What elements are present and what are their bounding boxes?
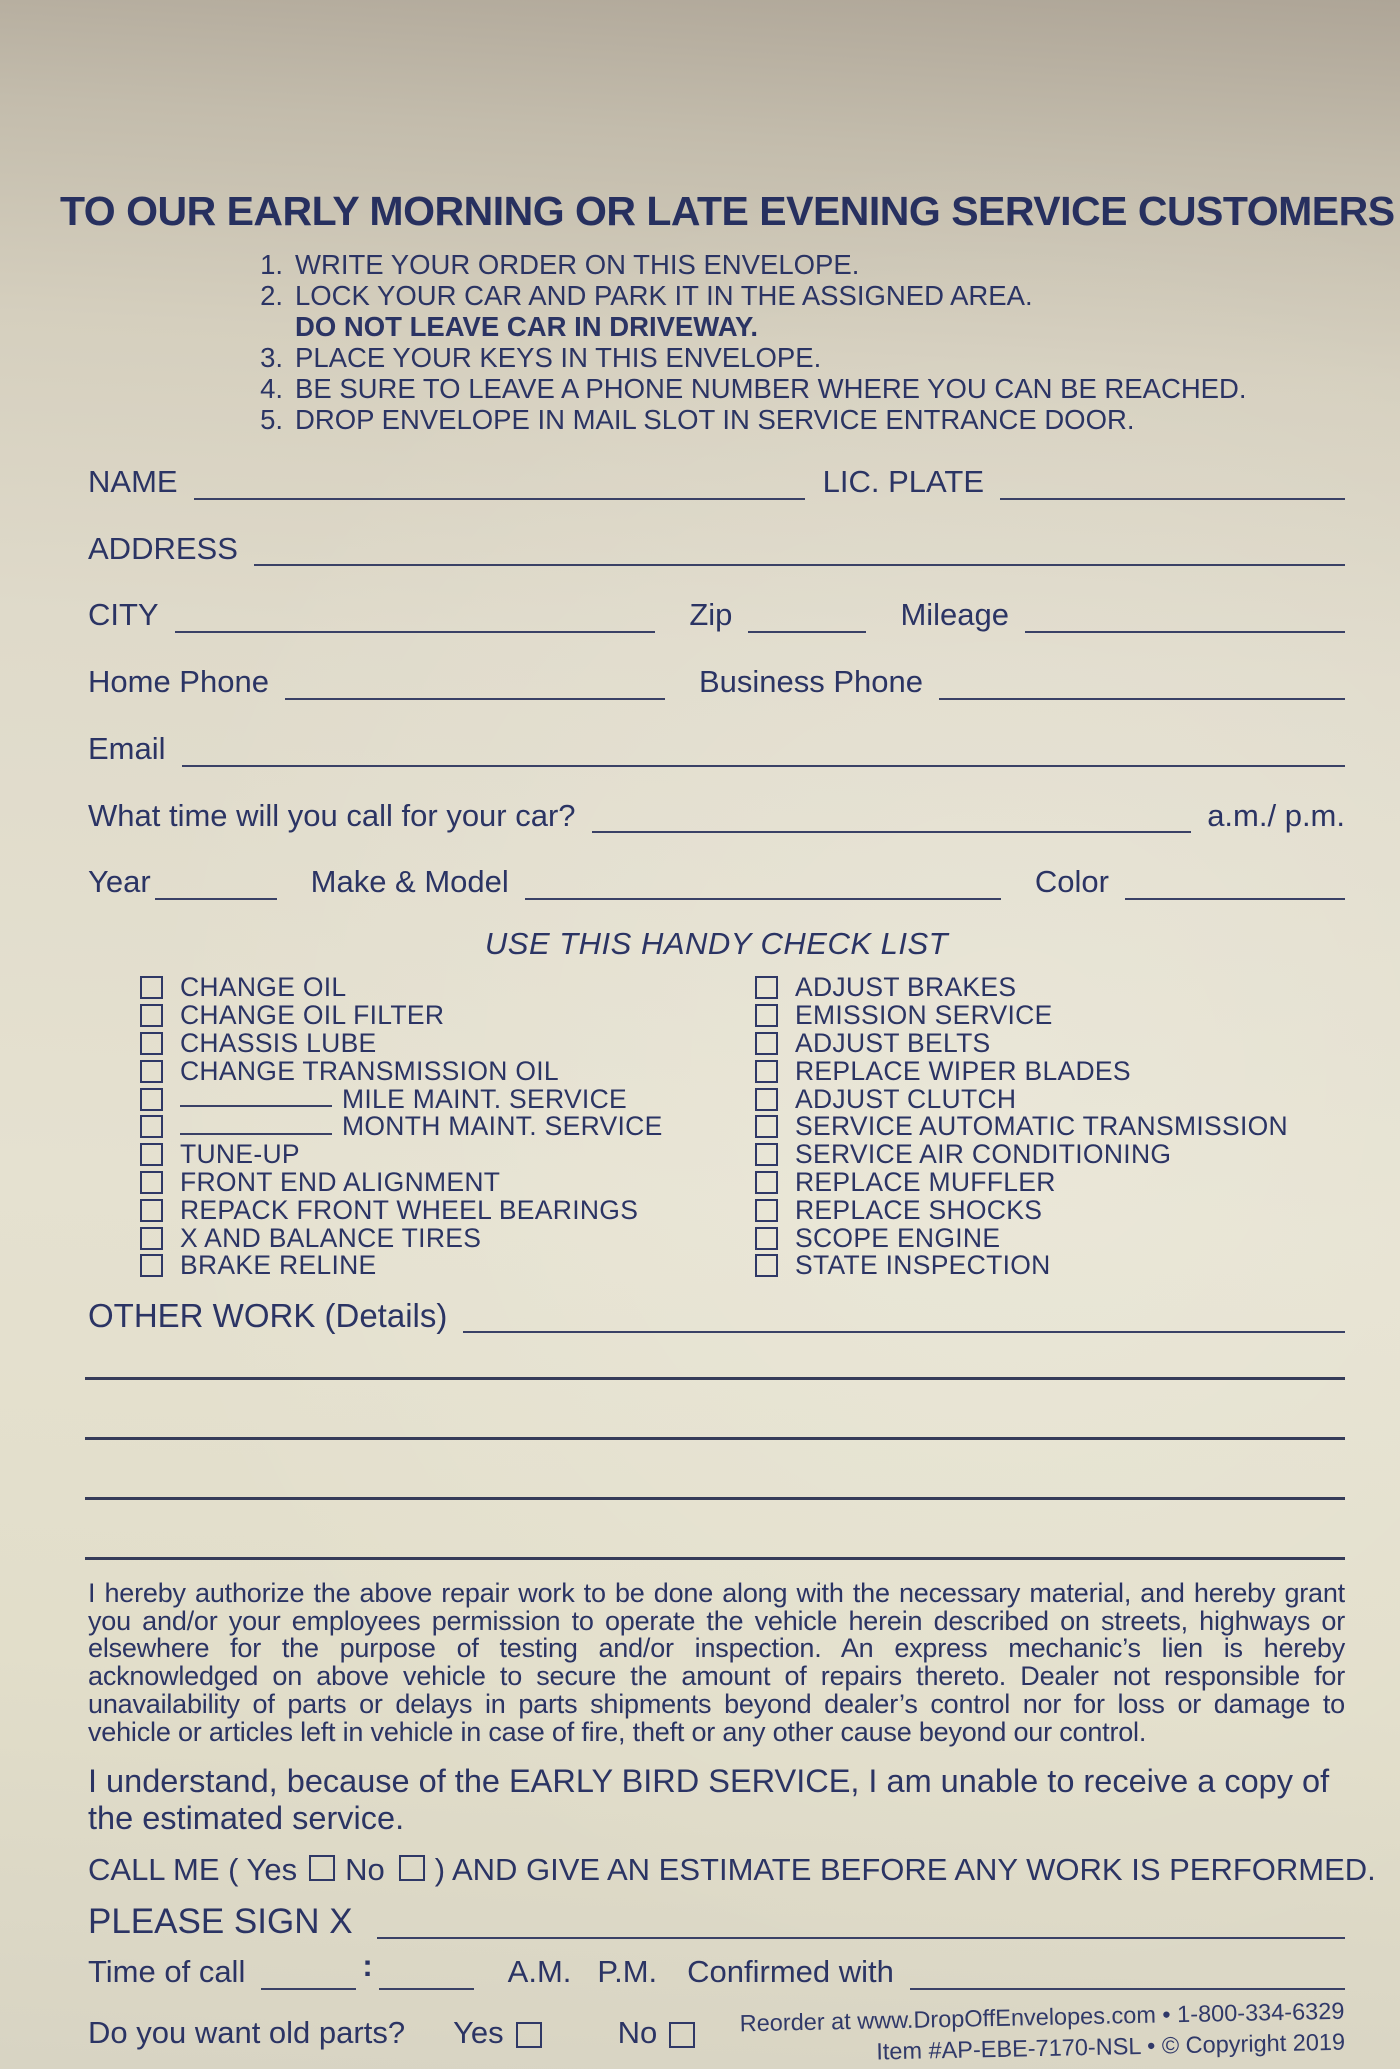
checklist-item: [140, 1196, 705, 1224]
task-checkbox[interactable]: [140, 1032, 163, 1055]
task-checkbox[interactable]: [755, 1227, 778, 1250]
year-field-line[interactable]: [155, 890, 277, 900]
writing-line[interactable]: [85, 1557, 1345, 1560]
task-label: EMISSION SERVICE: [795, 1000, 1053, 1031]
task-label: CHANGE TRANSMISSION OIL: [180, 1055, 559, 1086]
business-phone-field-line[interactable]: [939, 690, 1345, 700]
instruction-number: 3.: [260, 342, 283, 373]
task-checkbox[interactable]: [140, 1004, 163, 1027]
task-label: CHASSIS LUBE: [180, 1028, 377, 1059]
checklist-item: [755, 1196, 1345, 1224]
task-label: REPLACE SHOCKS: [795, 1194, 1043, 1225]
vehicle-row: [88, 865, 1345, 900]
pm-label: P.M.: [597, 1954, 658, 1990]
task-label: TUNE-UP: [180, 1139, 300, 1170]
instruction-text: BE SURE TO LEAVE A PHONE NUMBER WHERE YOU CAN BE REACHED.: [295, 373, 1247, 404]
task-checkbox[interactable]: [140, 1115, 163, 1138]
city-field-line[interactable]: [175, 623, 656, 633]
task-checkbox[interactable]: [755, 1115, 778, 1138]
authorization-paragraph: I hereby authorize the above repair work to be done along with the necessary material, and hereby grant you and/or your employees permission to operate the vehicle herein described on streets, highways or elsewhere for the purpose of testing and/or inspection. An express mechanic’s lien is hereby acknowledged on above vehicle to secure the amount of repairs thereto. Dealer not responsible for unavailability of parts or delays in parts shipments beyond dealer’s control nor for loss or damage to vehicle or articles left in vehicle in case of fire, theft or any other cause beyond our control.: [88, 1577, 1345, 1747]
task-checkbox[interactable]: [755, 1088, 778, 1111]
task-label: ADJUST BRAKES: [795, 972, 1017, 1003]
checklist-item: [140, 1169, 705, 1197]
instruction-item: [243, 280, 1345, 311]
signature-row: [88, 1902, 1345, 1941]
mileage-label: Mileage: [900, 597, 1009, 633]
call-me-no-checkbox[interactable]: [399, 1855, 425, 1881]
task-label: FRONT END ALIGNMENT: [180, 1167, 501, 1198]
checklist-right-column: [705, 974, 1345, 1280]
task-checkbox[interactable]: [755, 976, 778, 999]
understanding-statement: I understand, because of the EARLY BIRD SERVICE, I am unable to receive a copy of the estimated service.: [88, 1762, 1330, 1836]
phones-row: [88, 665, 1345, 700]
task-checkbox[interactable]: [140, 1143, 163, 1166]
task-checkbox[interactable]: [755, 1143, 778, 1166]
call-me-prefix: CALL ME ( Yes: [88, 1852, 298, 1888]
time-of-call-label: Time of call: [88, 1954, 246, 1990]
zip-label: Zip: [689, 597, 733, 633]
color-field-line[interactable]: [1125, 890, 1345, 900]
mileage-field-line[interactable]: [1025, 623, 1345, 633]
mile-count-field-line[interactable]: [180, 1091, 332, 1107]
checklist-item: [755, 1224, 1345, 1252]
time-colon: :: [362, 1948, 373, 1984]
am-pm-label: a.m./ p.m.: [1207, 797, 1345, 833]
name-label: NAME: [88, 464, 178, 499]
checklist-item: [755, 1030, 1345, 1058]
address-label: ADDRESS: [88, 530, 238, 566]
checklist-item: [140, 1085, 705, 1113]
writing-line[interactable]: [85, 1497, 1345, 1500]
task-label: REPACK FRONT WHEEL BEARINGS: [180, 1194, 639, 1225]
home-phone-field-line[interactable]: [285, 690, 665, 700]
task-label: BRAKE RELINE: [180, 1250, 377, 1281]
checklist-heading: USE THIS HANDY CHECK LIST: [484, 926, 949, 962]
checklist-item: [755, 1169, 1345, 1197]
checklist-left-column: [88, 974, 705, 1280]
task-label: ADJUST BELTS: [795, 1028, 991, 1059]
make-model-label: Make & Model: [310, 864, 509, 900]
make-model-field-line[interactable]: [525, 890, 1001, 900]
business-phone-label: Business Phone: [698, 664, 923, 700]
name-row: [88, 465, 1345, 500]
checklist-item: [755, 1113, 1345, 1141]
checklist-item: [755, 1057, 1345, 1085]
confirmed-with-field-line[interactable]: [910, 1980, 1345, 1990]
checklist-item: [140, 1224, 705, 1252]
instruction-warning: DO NOT LEAVE CAR IN DRIVEWAY.: [295, 311, 758, 342]
zip-field-line[interactable]: [748, 623, 866, 633]
old-parts-no-checkbox[interactable]: [669, 2022, 695, 2048]
call-time-field-line[interactable]: [592, 823, 1192, 833]
task-checkbox[interactable]: [140, 1171, 163, 1194]
instruction-item: [243, 249, 1345, 280]
checklist-item: [755, 1141, 1345, 1169]
item-copyright-line: Item #AP-EBE-7170-NSL • © Copyright 2019: [876, 2028, 1346, 2065]
instruction-number: 4.: [260, 373, 283, 404]
task-checkbox[interactable]: [140, 1199, 163, 1222]
checklist-item: [140, 1030, 705, 1058]
instruction-list: [243, 249, 1345, 435]
call-me-yes-checkbox[interactable]: [309, 1855, 335, 1881]
signature-field-line[interactable]: [377, 1929, 1345, 1939]
writing-line[interactable]: [85, 1377, 1345, 1380]
am-label: A.M.: [507, 1954, 572, 1990]
instruction-text: LOCK YOUR CAR AND PARK IT IN THE ASSIGNED AREA.: [295, 280, 1033, 311]
task-checkbox[interactable]: [755, 1171, 778, 1194]
writing-line[interactable]: [85, 1437, 1345, 1440]
task-label: REPLACE WIPER BLADES: [795, 1055, 1131, 1086]
task-label: MONTH MAINT. SERVICE: [342, 1111, 663, 1142]
signature-label: PLEASE SIGN X: [88, 1902, 353, 1942]
task-label: MILE MAINT. SERVICE: [342, 1083, 627, 1114]
other-work-row: [88, 1298, 1345, 1335]
checklist-item: [755, 1002, 1345, 1030]
reorder-contact-line: Reorder at www.DropOffEnvelopes.com • 1-800-334-6329: [739, 1997, 1345, 2037]
old-parts-no-label: No: [617, 2015, 658, 2051]
checklist-item: [140, 1057, 705, 1085]
instruction-item: [243, 404, 1345, 435]
time-of-call-row: [88, 1948, 1345, 1990]
task-label: REPLACE MUFFLER: [795, 1167, 1056, 1198]
task-checkbox[interactable]: [140, 1227, 163, 1250]
call-me-suffix: ) AND GIVE AN ESTIMATE BEFORE ANY WORK IS PERFORMED.: [434, 1852, 1376, 1888]
task-label: STATE INSPECTION: [795, 1250, 1051, 1281]
old-parts-row: [88, 1997, 1346, 2065]
confirmed-with-label: Confirmed with: [687, 1954, 894, 1990]
instruction-number: 1.: [260, 249, 283, 280]
call-time-row: [88, 799, 1345, 834]
task-checkbox[interactable]: [755, 1032, 778, 1055]
task-checkbox[interactable]: [140, 976, 163, 999]
city-row: [88, 598, 1345, 633]
call-me-no-label: No: [345, 1852, 385, 1888]
task-checkbox[interactable]: [140, 1088, 163, 1111]
old-parts-question: Do you want old parts?: [88, 2015, 406, 2051]
month-count-field-line[interactable]: [180, 1119, 332, 1135]
task-label: SERVICE AUTOMATIC TRANSMISSION: [795, 1111, 1288, 1142]
city-label: CITY: [88, 597, 159, 633]
address-row: [88, 532, 1345, 567]
task-label: SCOPE ENGINE: [795, 1222, 1001, 1253]
instruction-item: [243, 373, 1345, 404]
task-label: CHANGE OIL: [180, 972, 347, 1003]
checklist: [88, 974, 1345, 1280]
call-me-row: [88, 1852, 1376, 1888]
color-label: Color: [1034, 864, 1109, 900]
task-label: CHANGE OIL FILTER: [180, 1000, 445, 1031]
instruction-number: 5.: [260, 404, 283, 435]
instruction-text: PLACE YOUR KEYS IN THIS ENVELOPE.: [295, 342, 822, 373]
email-row: [88, 732, 1345, 767]
time-minute-field-line[interactable]: [379, 1980, 474, 1990]
checklist-item: [755, 1085, 1345, 1113]
reorder-footer: [740, 1996, 1346, 2069]
task-checkbox[interactable]: [755, 1004, 778, 1027]
task-checkbox[interactable]: [755, 1060, 778, 1083]
checklist-item: [140, 1002, 705, 1030]
old-parts-yes-checkbox[interactable]: [516, 2022, 542, 2048]
task-checkbox[interactable]: [755, 1254, 778, 1277]
email-label: Email: [88, 730, 166, 766]
checklist-item: [755, 974, 1345, 1002]
task-checkbox[interactable]: [755, 1199, 778, 1222]
task-checkbox[interactable]: [140, 1254, 163, 1277]
checklist-item: [140, 1141, 705, 1169]
email-field-line[interactable]: [182, 757, 1345, 767]
time-hour-field-line[interactable]: [261, 1980, 356, 1990]
address-field-line[interactable]: [254, 556, 1345, 566]
name-field-line[interactable]: [194, 490, 805, 500]
page-title: TO OUR EARLY MORNING OR LATE EVENING SERVICE CUSTOMERS: [60, 188, 1395, 234]
checklist-item: [140, 1113, 705, 1141]
checklist-item: [755, 1252, 1345, 1280]
checklist-item: [140, 1252, 705, 1280]
other-work-label: OTHER WORK (Details): [88, 1296, 448, 1334]
instruction-text: WRITE YOUR ORDER ON THIS ENVELOPE.: [295, 249, 860, 280]
checklist-item: [140, 974, 705, 1002]
home-phone-label: Home Phone: [88, 664, 269, 700]
instruction-item: [243, 342, 1345, 373]
instruction-number: 2.: [260, 280, 283, 311]
lic-plate-label: LIC. PLATE: [822, 464, 984, 499]
task-checkbox[interactable]: [140, 1060, 163, 1083]
task-label: X AND BALANCE TIRES: [180, 1222, 482, 1253]
old-parts-yes-label: Yes: [453, 2015, 504, 2051]
call-time-question: What time will you call for your car?: [88, 797, 576, 833]
task-label: SERVICE AIR CONDITIONING: [795, 1139, 1172, 1170]
task-label: ADJUST CLUTCH: [795, 1083, 1017, 1114]
year-label: Year: [88, 864, 151, 900]
instruction-text: DROP ENVELOPE IN MAIL SLOT IN SERVICE ENTRANCE DOOR.: [295, 404, 1135, 435]
other-work-field-line[interactable]: [463, 1323, 1345, 1333]
lic-plate-field-line[interactable]: [1000, 490, 1345, 500]
